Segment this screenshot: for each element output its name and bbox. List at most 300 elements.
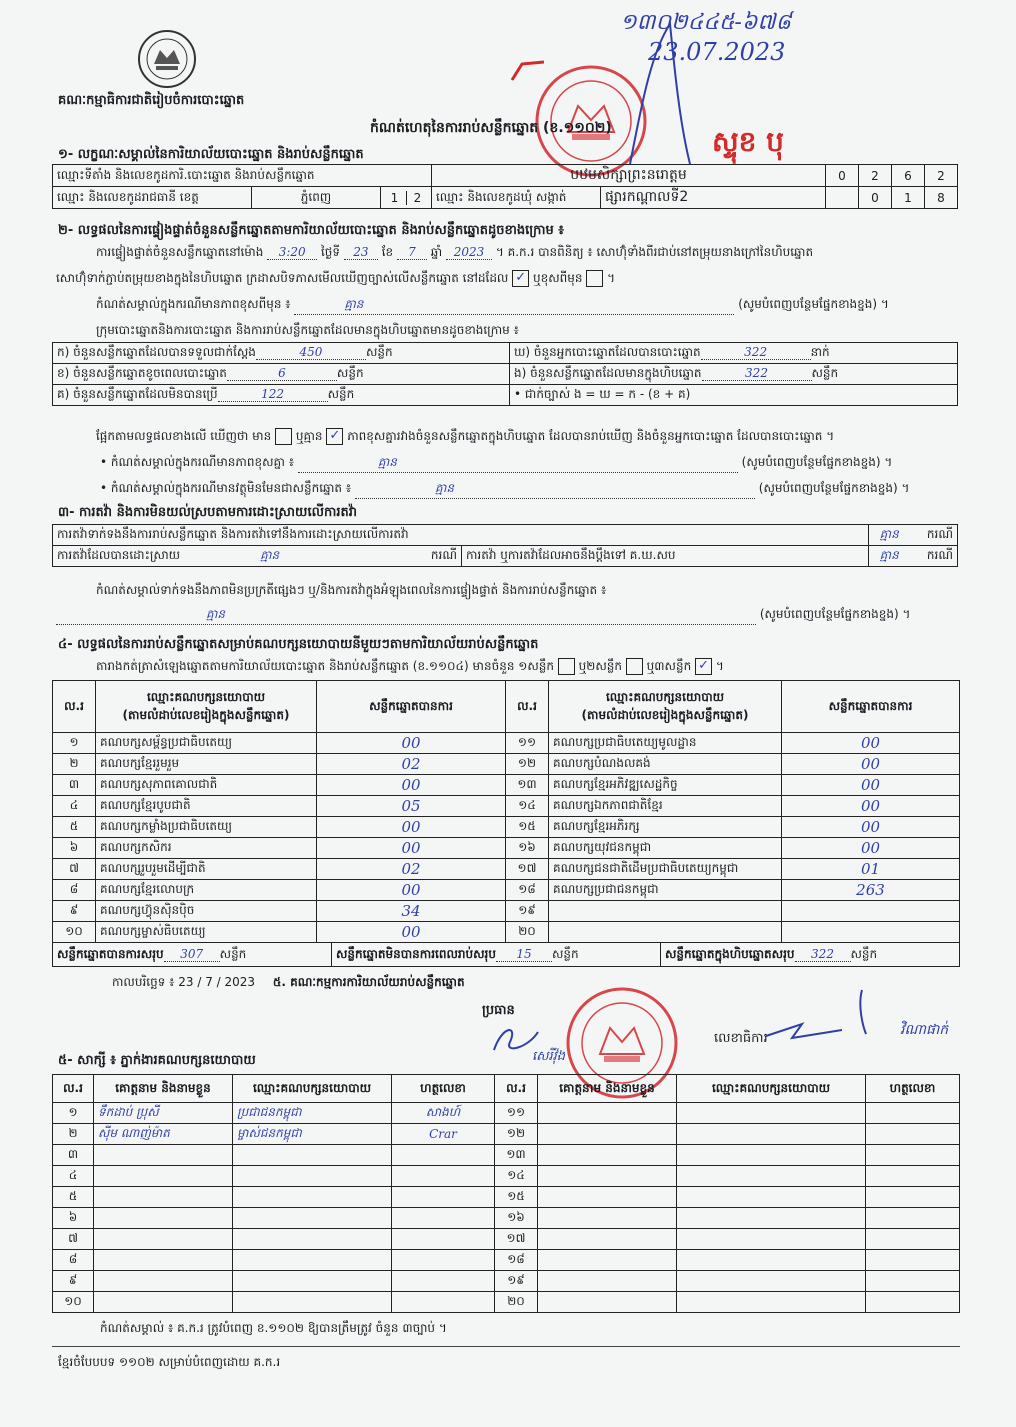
vote-no-left: ៨ <box>53 880 96 901</box>
witness-no-left: ៥ <box>53 1187 94 1208</box>
witness-sign-left: សាងហ៍ <box>392 1103 495 1124</box>
witness-name-left <box>94 1208 233 1229</box>
changed-label: ឬខុសពីមុន <box>533 271 583 285</box>
col-party-left-title: ឈ្មោះគណបក្សនយោបាយ <box>146 689 266 704</box>
witness-party-left <box>233 1145 392 1166</box>
witness-name-left: ទឹកដាប់ ប្រុសី <box>94 1103 233 1124</box>
witness-no-left: ៤ <box>53 1166 94 1187</box>
vote-count-right: 01 <box>782 859 960 880</box>
vote-row <box>53 859 960 880</box>
vote-count-left: 00 <box>317 733 506 754</box>
count-row-e <box>510 364 958 385</box>
vote-no-left: ៣ <box>53 775 96 796</box>
witness-party-left <box>233 1208 392 1229</box>
seal-text: សោហ៊ុំទាក់ភ្ជាប់តម្រុយខាងក្នុងនៃហិបឆ្នោត ក្រដាសបិទភាសមើលឃើញច្បាស់លើសន្លឹកឆ្នោត នៅដដែល <box>56 271 509 285</box>
complaint-label: ការតវ៉ាទាក់ទងនឹងការរាប់សន្លឹកឆ្នោត និងការតវ៉ាទៅនឹងការដោះស្រាយលើការតវ៉ា <box>53 525 869 546</box>
count-d-value: 322 <box>744 345 768 359</box>
witness-name-left <box>94 1166 233 1187</box>
resolved-label <box>53 546 462 567</box>
witness-party-left <box>233 1292 392 1313</box>
total-box-value: 322 <box>811 946 834 961</box>
count-e-value: 322 <box>745 366 768 380</box>
witness-table <box>52 1074 960 1313</box>
count-b-value: 6 <box>278 366 286 380</box>
vote-row <box>53 838 960 859</box>
time-value: 3:20 <box>278 245 306 259</box>
witness-sign-right <box>866 1166 960 1187</box>
witness-name-right <box>538 1271 677 1292</box>
vote-party-left: គណបក្សខ្មែរបូបជាតិ <box>96 796 317 817</box>
emblem-logo <box>136 28 198 90</box>
witness-row <box>53 1208 960 1229</box>
handwritten-date: 23.07.2023 <box>648 38 786 66</box>
witness-name-left <box>94 1187 233 1208</box>
count-a-unit: សន្លឹក <box>365 345 393 359</box>
witness-row <box>53 1187 960 1208</box>
vote-no-left: ៧ <box>53 859 96 880</box>
count-d-label: ឃ) ចំនួនអ្នកបោះឆ្នោតដែលបានបោះឆ្នោត <box>514 345 701 359</box>
vote-party-left: គណបក្សកម្លាំងប្រជាធិបតេយ្យ <box>96 817 317 838</box>
verification-time-line <box>96 244 813 262</box>
appeal-label: ការតវ៉ា ឬការតវ៉ាដែលអាចនឹងប្តឹងទៅ គ.ឃ.សប <box>462 546 869 567</box>
vote-no-right: ២០ <box>506 922 549 943</box>
commune-value: ផ្សារកណ្តាលទី2 <box>601 187 826 209</box>
year-label: ឆ្នាំ <box>430 245 443 259</box>
witness-no-left: ៣ <box>53 1145 94 1166</box>
vote-count-right: 00 <box>782 733 960 754</box>
commune-label: ឈ្មោះ និងលេខកូដឃុំ សង្កាត់ <box>432 187 601 209</box>
total-box-cell <box>661 943 960 967</box>
witness-party-right <box>677 1187 866 1208</box>
pages-2-checkbox[interactable] <box>626 658 643 675</box>
vote-count-right: 00 <box>782 754 960 775</box>
vote-row <box>53 880 960 901</box>
witness-no-left: ២ <box>53 1124 94 1145</box>
count-a-value: 450 <box>299 345 323 359</box>
witness-row <box>53 1124 960 1145</box>
witness-name-left <box>94 1229 233 1250</box>
vote-no-right: ១២ <box>506 754 549 775</box>
vote-count-right: 00 <box>782 796 960 817</box>
w-col-name-right: គោត្តនាម និងនាមខ្លួន <box>538 1075 677 1103</box>
no-difference-checkbox[interactable]: ✓ <box>326 428 343 445</box>
count-e-unit: សន្លឹក <box>811 366 839 380</box>
vote-count-right <box>782 901 960 922</box>
witness-row <box>53 1250 960 1271</box>
bullet1-value: គ្មាន <box>377 455 397 469</box>
province-code <box>381 187 432 209</box>
witness-no-right: ១៦ <box>495 1208 538 1229</box>
vote-party-right: គណបក្សឯកភាពជាតិខ្មែរ <box>549 796 782 817</box>
total-invalid-value: 15 <box>516 946 532 961</box>
complaint-value: គ្មាន <box>869 525 909 546</box>
witness-no-left: ៨ <box>53 1250 94 1271</box>
vote-party-left: គណបក្សម្ចាស់ធិបតេយ្យ <box>96 922 317 943</box>
count-row-a <box>53 343 510 364</box>
vote-no-left: ៩ <box>53 901 96 922</box>
vote-party-left: គណបក្សសុភាពគោលជាតិ <box>96 775 317 796</box>
section5-title: ៥- សាក្សី ៖ ភ្នាក់ងារគណបក្សនយោបាយ <box>58 1053 256 1068</box>
vote-party-right <box>549 901 782 922</box>
witness-name-right <box>538 1166 677 1187</box>
has-difference-checkbox[interactable] <box>275 428 292 445</box>
vote-no-right: ១៥ <box>506 817 549 838</box>
bullet1-line <box>100 454 892 473</box>
vote-no-right: ១៧ <box>506 859 549 880</box>
vote-count-left: 05 <box>317 796 506 817</box>
witness-name-right <box>538 1187 677 1208</box>
secretary-label: លេខាធិការ <box>714 1031 768 1046</box>
commune-code-2: 1 <box>892 187 925 209</box>
section4-title: ៤- លទ្ធផលនៃការរាប់សន្លឹកឆ្នោតសម្រាប់គណបក្សនយោបាយនីមួយៗតាមការិយាល័យរាប់សន្លឹកឆ្នោត <box>58 637 539 652</box>
vote-party-right: គណបក្សយុវជនកម្ពុជា <box>549 838 782 859</box>
vote-party-right: គណបក្សប្រជាជនកម្ពុជា <box>549 880 782 901</box>
witness-no-right: ១៧ <box>495 1229 538 1250</box>
count-row-c <box>53 385 510 406</box>
province-value: ភ្នំពេញ <box>252 187 381 209</box>
vote-no-right: ១៨ <box>506 880 549 901</box>
witness-name-right <box>538 1229 677 1250</box>
vote-no-left: ៥ <box>53 817 96 838</box>
total-valid-cell <box>53 943 332 967</box>
vote-count-left: 00 <box>317 922 506 943</box>
bullet2-label: • កំណត់សម្គាល់ក្នុងករណីមានវត្ថុមិនមែនជាសន្លឹកឆ្នោត ៖ <box>100 481 352 495</box>
witness-sign-right <box>866 1124 960 1145</box>
w-col-party-right: ឈ្មោះគណបក្សនយោបាយ <box>677 1075 866 1103</box>
resolved-text: ការតវ៉ាដែលបានដោះស្រាយ <box>57 548 181 562</box>
location-code-3: 6 <box>892 165 925 187</box>
vote-count-right: 00 <box>782 775 960 796</box>
w-col-sign-left: ហត្ថលេខា <box>392 1075 495 1103</box>
section1-title: ១- លក្ខណៈសម្គាល់នៃការិយាល័យបោះឆ្នោត និងរាប់សន្លឹកឆ្នោត <box>58 147 364 162</box>
witness-row <box>53 1271 960 1292</box>
date-month: 7 <box>205 975 213 989</box>
witness-name-right <box>538 1208 677 1229</box>
votes-table <box>52 680 960 943</box>
total-valid-value: 307 <box>180 946 204 961</box>
vote-count-right: 263 <box>782 880 960 901</box>
witness-no-left: ៦ <box>53 1208 94 1229</box>
col-votes-left: សន្លឹកឆ្នោតបានការ <box>317 681 506 733</box>
witness-sign-left <box>392 1145 495 1166</box>
witness-sign-right <box>866 1103 960 1124</box>
vote-count-left: 34 <box>317 901 506 922</box>
vote-no-right: ១៤ <box>506 796 549 817</box>
witness-sign-right <box>866 1271 960 1292</box>
count-c-unit: សន្លឹក <box>327 387 355 401</box>
vote-no-left: ២ <box>53 754 96 775</box>
section1-table <box>52 164 958 209</box>
location-code-4: 2 <box>925 165 958 187</box>
vote-row <box>53 733 960 754</box>
resolved-value: គ្មាន <box>260 548 280 562</box>
w-col-no-right: ល.រ <box>495 1075 538 1103</box>
vote-party-left: គណបក្សខ្មែររួមរួម <box>96 754 317 775</box>
witness-party-right <box>677 1124 866 1145</box>
witness-sign-right <box>866 1208 960 1229</box>
col-no-right: ល.រ <box>506 681 549 733</box>
vote-count-right: 00 <box>782 817 960 838</box>
col-no-left: ល.រ <box>53 681 96 733</box>
witness-name-right <box>538 1103 677 1124</box>
witness-sign-left <box>392 1229 495 1250</box>
other-note-line <box>96 296 889 315</box>
witness-sign-right <box>866 1250 960 1271</box>
vote-count-left: 02 <box>317 859 506 880</box>
vote-party-right <box>549 922 782 943</box>
witness-party-right <box>677 1292 866 1313</box>
witness-party-right <box>677 1271 866 1292</box>
total-valid-label: សន្លឹកឆ្នោតបានការសរុប <box>57 946 164 961</box>
col-party-right-title: ឈ្មោះគណបក្សនយោបាយ <box>605 689 725 704</box>
witness-party-right <box>677 1166 866 1187</box>
handwritten-code: ១៣០២៤៤៥-៦៧៨ <box>620 10 792 35</box>
witness-party-right <box>677 1250 866 1271</box>
vote-party-left: គណបក្សកសិករ <box>96 838 317 859</box>
fill-hint-1: (សូមបំពេញបន្ថែមផ្នែកខាងខ្នង) ។ <box>738 297 889 311</box>
footnote: កំណត់សម្គាល់ ៖ គ.ក.រ ត្រូវបំពេញ ខ.១១០២ ឱ្យបានត្រឹមត្រូវ ចំនួន ៣ច្បាប់ ។ <box>100 1321 447 1335</box>
appeal-value: គ្មាន <box>869 546 909 567</box>
complaint-unit: ករណី <box>909 525 958 546</box>
appeal-unit: ករណី <box>909 546 958 567</box>
totals-table <box>52 942 960 967</box>
vote-count-left: 00 <box>317 775 506 796</box>
fill-hint-3: (សូមបំពេញបន្ថែមផ្នែកខាងខ្នង) ។ <box>758 481 910 495</box>
witness-party-left <box>233 1271 392 1292</box>
witness-name-left <box>94 1292 233 1313</box>
vote-party-left: គណបក្សរួបរួមដើម្បីជាតិ <box>96 859 317 880</box>
fill-hint-2: (សូមបំពេញបន្ថែមផ្នែកខាងខ្នង) ។ <box>741 455 893 469</box>
bullet2-line <box>100 480 909 499</box>
commune-code-3: 8 <box>925 187 958 209</box>
month-value: 7 <box>408 245 416 259</box>
w-col-sign-right: ហត្ថលេខា <box>866 1075 960 1103</box>
red-checkmark <box>508 58 548 98</box>
witness-party-left <box>233 1187 392 1208</box>
witness-sign-right <box>866 1187 960 1208</box>
time-suffix: ។ គ.ក.រ បានពិនិត្យ ៖ សោហ៊ុំទាំងពីរជាប់នៅតម្រុយនាងក្រៅនៃហិបឆ្នោត <box>495 245 814 259</box>
bullet1-label: • កំណត់សម្គាល់ក្នុងករណីមានភាពខុសគ្នា ៖ <box>100 455 295 469</box>
section2-title: ២- លទ្ធផលនៃការផ្ទៀងផ្ទាត់ចំនួនសន្លឹកឆ្នោតតាមការិយាល័យបោះឆ្នោត និងរាប់សន្លឹកឆ្នោតដូចខាងក្រោម ៖ <box>58 223 564 238</box>
col-party-left-sub: (តាមលំដាប់លេខរៀងក្នុងសន្លឹកឆ្នោត) <box>122 707 290 722</box>
date-day: 23 <box>178 975 194 989</box>
count-b-label: ខ) ចំនួនសន្លឹកឆ្នោតខូចពេលបោះឆ្នោត <box>57 366 227 380</box>
witness-party-right <box>677 1103 866 1124</box>
no-difference-label: ឬគ្មាន <box>295 429 323 443</box>
witness-party-left: ម្ចាស់ជនកម្ពុជា <box>233 1124 392 1145</box>
pages-line: តារាងកត់ត្រាសំឡេងឆ្នោតតាមការិយាល័យបោះឆ្នោត និងរាប់សន្លឹកឆ្នោត (ខ.១១០៤) មានចំនួន ១សន្លឹក ឬ២សន្លឹក ឬ៣សន្លឹក ✓ ។ <box>96 658 724 673</box>
witness-sign-left <box>392 1271 495 1292</box>
section3-note-line <box>56 606 910 625</box>
total-invalid-label: សន្លឹកឆ្នោតមិនបានការពេលរាប់សរុប <box>336 946 496 961</box>
witness-row <box>53 1145 960 1166</box>
witness-sign-right <box>866 1229 960 1250</box>
date-label: កាលបរិច្ឆេទ ៖ <box>112 975 175 989</box>
vote-party-right: គណបក្សបំណងលគង់ <box>549 754 782 775</box>
day-value: 23 <box>353 245 369 259</box>
province-code-1: 1 <box>384 191 407 205</box>
date-line: កាលបរិច្ឆេទ ៖ 23 / 7 / 2023 ៥. គណៈកម្មការការិយាល័យរាប់សន្លឹកឆ្នោត <box>112 975 465 989</box>
w-col-no-left: ល.រ <box>53 1075 94 1103</box>
witness-name-right <box>538 1292 677 1313</box>
witness-row <box>53 1103 960 1124</box>
col-party-right-sub: (តាមលំដាប់លេខរៀងក្នុងសន្លឹកឆ្នោត) <box>581 707 749 722</box>
witness-no-right: ២០ <box>495 1292 538 1313</box>
witness-no-left: ៧ <box>53 1229 94 1250</box>
witness-no-right: ១៩ <box>495 1271 538 1292</box>
day-label: ថ្ងៃទី <box>321 245 341 259</box>
witness-name-right <box>538 1250 677 1271</box>
witness-party-left <box>233 1250 392 1271</box>
count-e-label: ង) ចំនួនសន្លឹកឆ្នោតដែលមានក្នុងហិបឆ្នោត <box>514 366 702 380</box>
pages-1-checkbox[interactable] <box>558 658 575 675</box>
witness-party-right <box>677 1229 866 1250</box>
pages-text: តារាងកត់ត្រាសំឡេងឆ្នោតតាមការិយាល័យបោះឆ្នោត និងរាប់សន្លឹកឆ្នោត (ខ.១១០៤) មានចំនួន ១សន្លឹក <box>96 659 554 673</box>
total-valid-unit: សន្លឹក <box>219 946 247 961</box>
witness-no-right: ១២ <box>495 1124 538 1145</box>
witness-row <box>53 1292 960 1313</box>
witness-sign-right <box>866 1292 960 1313</box>
witness-sign-left <box>392 1166 495 1187</box>
commune-code-pad <box>826 187 859 209</box>
section3-title: ៣- ការតវ៉ា និងការមិនយល់ស្របតាមការដោះស្រាយលើការតវ៉ា <box>58 505 357 520</box>
footer-text: ខ្មែរចំបែបបទ ១១០២ សម្រាប់បំពេញដោយ គ.ក.រ <box>58 1355 281 1369</box>
vote-party-left: គណបក្សសម្ព័ន្ធប្រជាធិបតេយ្យ <box>96 733 317 754</box>
witness-no-right: ១៤ <box>495 1166 538 1187</box>
vote-row <box>53 817 960 838</box>
vote-no-left: ៦ <box>53 838 96 859</box>
counting-intro: ក្រុមបោះឆ្នោតនិងការបោះឆ្នោត និងការរាប់សន្លឹកឆ្នោតដែលមានក្នុងហិបឆ្នោតមានដូចខាងក្រោម ៖ <box>96 323 519 337</box>
witness-no-right: ១៥ <box>495 1187 538 1208</box>
witness-party-left <box>233 1229 392 1250</box>
witness-no-right: ១៣ <box>495 1145 538 1166</box>
witness-name-left <box>94 1250 233 1271</box>
vote-row <box>53 796 960 817</box>
month-label: ខែ <box>381 245 394 259</box>
vote-count-left: 00 <box>317 880 506 901</box>
fill-hint-4: (សូមបំពេញបន្ថែមផ្នែកខាងខ្នង) ។ <box>759 607 911 621</box>
witness-no-right: ១១ <box>495 1103 538 1124</box>
vote-party-left: គណបក្សខ្មែរលោបក្រ <box>96 880 317 901</box>
compare-suffix: ភាពខុសគ្នារវាងចំនួនសន្លឹកឆ្នោតក្នុងហិបឆ្នោត ដែលបានរាប់ឃើញ និងចំនួនអ្នកបោះឆ្នោត ដែលបានបោះឆ្នោត ។ <box>347 429 835 443</box>
pages-3-checkbox[interactable]: ✓ <box>695 658 712 675</box>
vote-row <box>53 901 960 922</box>
date-year: 2023 <box>224 975 256 989</box>
witness-sign-left: Crar <box>392 1124 495 1145</box>
vote-count-left: 00 <box>317 838 506 859</box>
witness-party-right <box>677 1208 866 1229</box>
count-c-value: 122 <box>261 387 285 401</box>
commune-code-1: 0 <box>859 187 892 209</box>
chair-label: ប្រធាន <box>482 1003 515 1018</box>
witness-sign-left <box>392 1250 495 1271</box>
vote-count-right: 00 <box>782 838 960 859</box>
form-title: កំណត់ហេតុនៃការរាប់សន្លឹកឆ្នោត (ខ.១១០២) <box>370 120 612 136</box>
secretary-name: វិណាផាក់ <box>900 1022 949 1038</box>
total-box-unit: សន្លឹក <box>850 946 878 961</box>
vote-party-right: គណបក្សខ្មែរអភិរក្ស <box>549 817 782 838</box>
section3-table <box>52 524 958 567</box>
location-label: ឈ្មោះទីតាំង និងលេខកូដការិ.បោះឆ្នោត និងរាប់សន្លឹកឆ្នោត <box>53 165 432 187</box>
vote-no-right: ១៣ <box>506 775 549 796</box>
vote-count-left: 02 <box>317 754 506 775</box>
vote-row <box>53 922 960 943</box>
compare-line <box>96 428 834 446</box>
col-party-left <box>96 681 317 733</box>
total-invalid-cell <box>332 943 661 967</box>
witness-no-left: ១ <box>53 1103 94 1124</box>
w-col-party-left: ឈ្មោះគណបក្សនយោបាយ <box>233 1075 392 1103</box>
red-note: ស្ទុខ បុ <box>712 125 784 158</box>
province-code-2: 2 <box>413 190 422 205</box>
count-b-unit: សន្លឹក <box>336 366 364 380</box>
total-invalid-unit: សន្លឹក <box>551 946 579 961</box>
witness-sign-left <box>392 1208 495 1229</box>
witness-no-left: ៩ <box>53 1271 94 1292</box>
vote-count-right <box>782 922 960 943</box>
vote-no-right: ១១ <box>506 733 549 754</box>
blue-signature-stroke <box>620 14 700 174</box>
count-row-d <box>510 343 958 364</box>
seal-line: សោហ៊ុំទាក់ភ្ជាប់តម្រុយខាងក្នុងនៃហិបឆ្នោត ក្រដាសបិទភាសមើលឃើញច្បាស់លើសន្លឹកឆ្នោត នៅដដែល ✓ ឬខុសពីមុន ។ <box>56 270 616 285</box>
location-value: បឋមសិក្សាព្រះនរោត្តម <box>432 165 826 187</box>
vote-no-left: ៤ <box>53 796 96 817</box>
other-note-label: កំណត់សម្គាល់ក្នុងករណីមានភាពខុសពីមុន ៖ <box>96 297 291 311</box>
vote-party-right: គណបក្សប្រជាធិបតេយ្យមូលដ្ឋាន <box>549 733 782 754</box>
secretary-signature <box>762 984 892 1054</box>
w-col-name-left: គោត្តនាម និងនាមខ្លួន <box>94 1075 233 1103</box>
count-formula: • ជាក់ច្បាស់ ង = ឃ = ក - (ខ + គ) <box>510 385 958 406</box>
witness-sign-left <box>392 1292 495 1313</box>
vote-count-left: 00 <box>317 817 506 838</box>
section3-note: កំណត់សម្គាល់ទាក់ទងនឹងភាពមិនប្រក្រតីផ្សេងៗ ឬ/និងការតវ៉ាក្នុងអំឡុងពេលនៃការផ្ទៀងផ្ទាត់ និងការរាប់សន្លឹកឆ្នោត ៖ <box>96 583 607 597</box>
vote-no-right: ១៦ <box>506 838 549 859</box>
vote-row <box>53 754 960 775</box>
witness-sign-left <box>392 1187 495 1208</box>
witness-party-left: ប្រជាជនកម្ពុជា <box>233 1103 392 1124</box>
location-code-1: 0 <box>826 165 859 187</box>
count-row-b <box>53 364 510 385</box>
vote-party-right: គណបក្សខ្មែរអភិវឌ្ឍសេដ្ឋកិច្ច <box>549 775 782 796</box>
witness-name-right <box>538 1124 677 1145</box>
province-label: ឈ្មោះ និងលេខកូដរាជធានី ខេត្ត <box>53 187 252 209</box>
pages-3-label: ឬ៣សន្លឹក <box>646 659 692 673</box>
section3-note-value: គ្មាន <box>206 607 226 621</box>
col-votes-right: សន្លឹកឆ្នោតបានការ <box>782 681 960 733</box>
count-d-unit: នាក់ <box>810 345 830 359</box>
location-code-2: 2 <box>859 165 892 187</box>
unchanged-checkbox[interactable]: ✓ <box>512 270 529 287</box>
witness-party-right <box>677 1145 866 1166</box>
witness-name-left: ស៊ីម ណាញ់ម៉ាត <box>94 1124 233 1145</box>
vote-row <box>53 775 960 796</box>
year-value: 2023 <box>453 245 485 259</box>
time-text: ការផ្ទៀងផ្ទាត់ចំនួនសន្លឹកឆ្នោតនៅម៉ោង <box>96 245 264 259</box>
witness-party-left <box>233 1166 392 1187</box>
committee-name: គណៈកម្មាធិការជាតិរៀបចំការបោះឆ្នោត <box>58 93 245 108</box>
total-box-label: សន្លឹកឆ្នោតក្នុងហិបឆ្នោតសរុប <box>665 946 795 961</box>
counting-table <box>52 342 958 406</box>
col-party-right <box>549 681 782 733</box>
count-c-label: គ) ចំនួនសន្លឹកឆ្នោតដែលមិនបានប្រើ <box>57 387 218 401</box>
changed-checkbox[interactable] <box>586 270 603 287</box>
witness-name-right <box>538 1145 677 1166</box>
vote-no-left: ១ <box>53 733 96 754</box>
witness-no-left: ១០ <box>53 1292 94 1313</box>
footer-divider <box>52 1346 960 1347</box>
witness-name-left <box>94 1145 233 1166</box>
witness-sign-right <box>866 1145 960 1166</box>
